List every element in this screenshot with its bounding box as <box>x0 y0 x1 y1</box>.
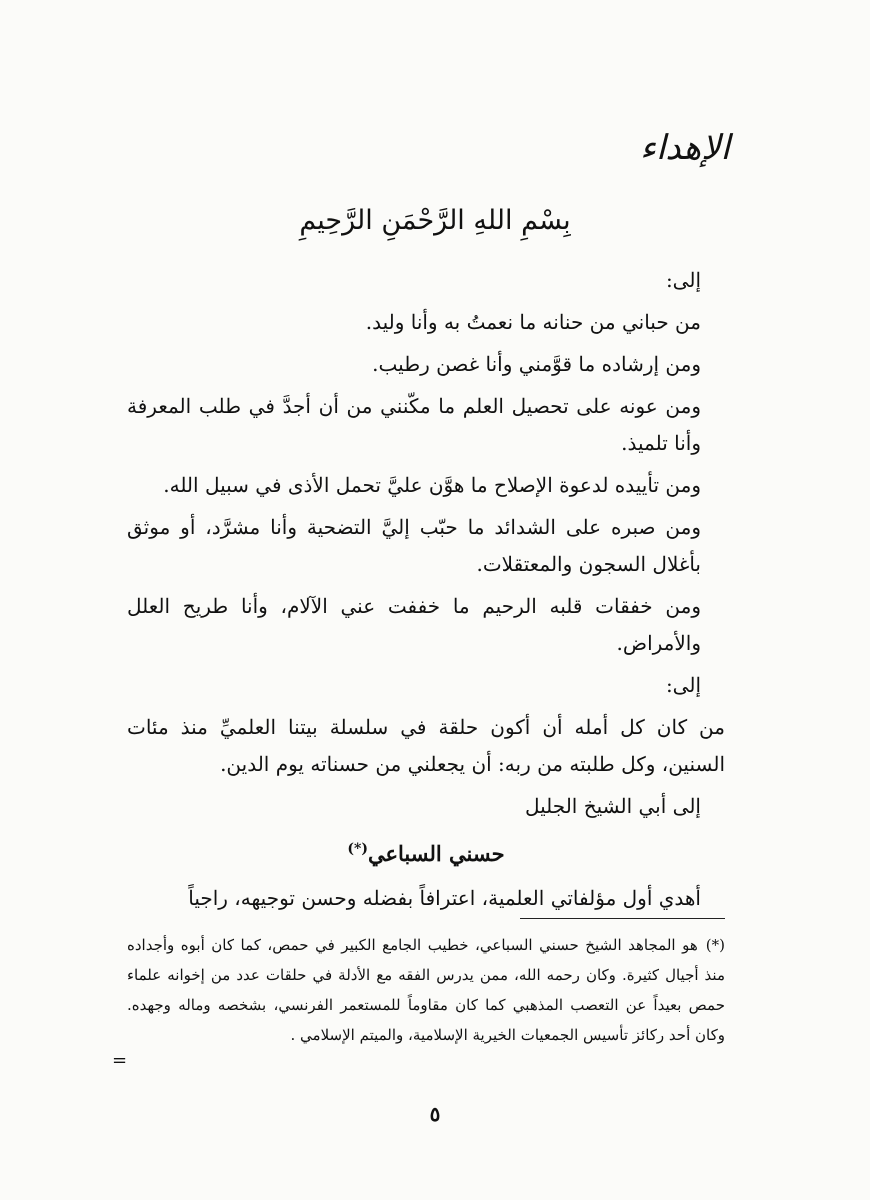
dedicatee-name: حسني السباعي <box>367 841 505 866</box>
paragraph: ومن عونه على تحصيل العلم ما مكّنني من أن أجدَّ في طلب المعرفة وأنا تلميذ. <box>127 394 701 455</box>
dedication-heading: الإهداء <box>639 128 730 168</box>
continuation-mark: = <box>112 1050 128 1071</box>
dedicatee-name-line <box>127 831 725 872</box>
paragraph: ومن إرشاده ما قوَّمني وأنا غصن رطيب. <box>372 352 701 376</box>
closing-paragraph: أهدي أول مؤلفاتي العلمية، اعترافاً بفضله وحسن توجيهه، راجياً <box>188 886 701 910</box>
footnote-ref: (*) <box>347 841 368 857</box>
paragraph: إلى: <box>665 673 701 697</box>
page-number: ٥ <box>429 1102 441 1126</box>
paragraph: إلى أبي الشيخ الجليل <box>525 794 701 818</box>
paragraph: ومن خفقات قلبه الرحيم ما خففت عني الآلام، وأنا طريح العلل والأمراض. <box>127 594 701 655</box>
paragraph: من كان كل أمله أن أكون حلقة في سلسلة بيتنا العلميِّ منذ مئات السنين، وكل طلبته من ربه: أن يجعلني من حسناته يوم الدين. <box>127 715 725 776</box>
paragraph: ومن صبره على الشدائد ما حبّب إليَّ التضحية وأنا مشرَّد، أو موثق بأغلال السجون والمعتقلات. <box>127 515 701 576</box>
paragraph: إلى: <box>665 268 701 292</box>
paragraph: ومن تأييده لدعوة الإصلاح ما هوَّن عليَّ تحمل الأذى في سبيل الله. <box>163 473 701 497</box>
footnote-text: هو المجاهد الشيخ حسني السباعي، خطيب الجامع الكبير في حمص، كما كان أبوه وأجداده منذ أجيال كثيرة. وكان رحمه الله، ممن يدرس الفقه مع الأدلة في حلقات عدد من إخوانه علماء حمص بعيداً عن التعصب المذهبي كما كان مقاوماً للمستعمر الفرنسي، بشخصه وماله وجهده. وكان أحد ركائز تأسيس الجمعيات الخيرية الإسلامية، والميتم الإسلامي . <box>127 936 725 1044</box>
paragraph: من حباني من حنانه ما نعمتُ به وأنا وليد. <box>365 310 701 334</box>
dedication-body <box>127 262 725 922</box>
footnote <box>127 930 725 1050</box>
footnote-divider <box>520 918 725 919</box>
basmala: بِسْمِ اللهِ الرَّحْمَنِ الرَّحِيمِ <box>299 205 571 236</box>
footnote-mark: (*) <box>705 936 725 954</box>
